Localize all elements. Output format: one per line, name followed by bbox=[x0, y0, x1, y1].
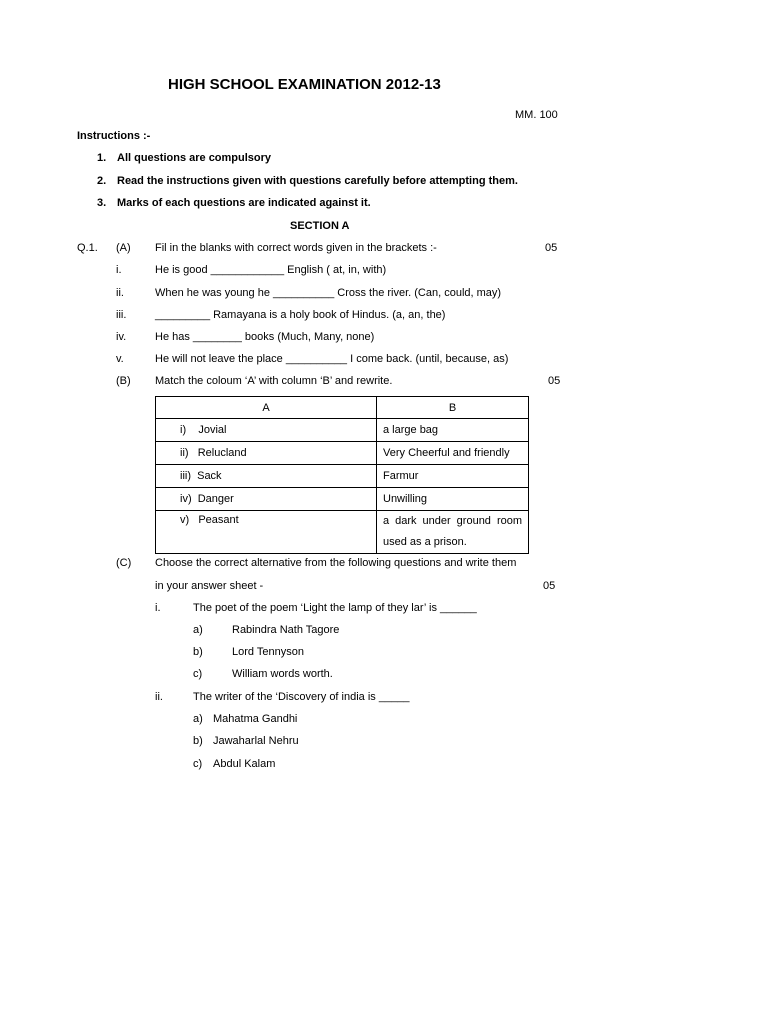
option-letter: c) bbox=[193, 668, 203, 680]
column-a-cell: iii) Sack bbox=[156, 465, 377, 488]
part-label: (C) bbox=[116, 557, 132, 569]
part-instruction: Fil in the blanks with correct words given in the brackets :- bbox=[155, 242, 437, 254]
part-instruction-line2: in your answer sheet - bbox=[155, 580, 264, 592]
column-b-header: B bbox=[377, 397, 529, 419]
question-number: Q.1. bbox=[77, 242, 98, 254]
column-a-cell: v) Peasant bbox=[156, 511, 377, 554]
option-text: Abdul Kalam bbox=[213, 758, 276, 770]
instruction-number: 2. bbox=[97, 175, 107, 187]
column-b-cell: Farmur bbox=[377, 465, 529, 488]
instruction-text: Read the instructions given with questions carefully before attempting them. bbox=[117, 175, 518, 187]
part-marks: 05 bbox=[548, 375, 561, 387]
part-marks: 05 bbox=[543, 580, 556, 592]
section-heading: SECTION A bbox=[290, 220, 350, 232]
part-label: (A) bbox=[116, 242, 131, 254]
column-a-cell: iv) Danger bbox=[156, 488, 377, 511]
option-letter: b) bbox=[193, 646, 203, 658]
table-row bbox=[156, 488, 529, 511]
column-a-cell: ii) Relucland bbox=[156, 442, 377, 465]
table-row bbox=[156, 511, 529, 554]
column-b-cell: a dark under ground room used as a prison. bbox=[377, 511, 529, 554]
column-a-header: A bbox=[156, 397, 377, 419]
part-marks: 05 bbox=[545, 242, 558, 254]
option-text: William words worth. bbox=[232, 668, 333, 680]
option-letter: b) bbox=[193, 735, 203, 747]
option-letter: a) bbox=[193, 624, 203, 636]
instructions-label: Instructions :- bbox=[77, 130, 151, 142]
item-number: iv. bbox=[116, 331, 127, 343]
max-marks: MM. 100 bbox=[515, 109, 558, 121]
item-text: When he was young he __________ Cross the river. (Can, could, may) bbox=[155, 287, 502, 299]
item-number: ii. bbox=[116, 287, 124, 299]
mcq-question: The poet of the poem ‘Light the lamp of they lar’ is ______ bbox=[193, 602, 477, 614]
part-instruction: Match the coloum ‘A’ with column ‘B’ and rewrite. bbox=[155, 375, 393, 387]
mcq-question: The writer of the ‘Discovery of india is _____ bbox=[193, 691, 410, 703]
match-table bbox=[155, 396, 529, 554]
page-title: HIGH SCHOOL EXAMINATION 2012-13 bbox=[168, 76, 441, 93]
item-number: v. bbox=[116, 353, 124, 365]
table-row bbox=[156, 419, 529, 442]
item-number: i. bbox=[116, 264, 122, 276]
part-label: (B) bbox=[116, 375, 131, 387]
option-text: Jawaharlal Nehru bbox=[213, 735, 299, 747]
column-b-cell: Very Cheerful and friendly bbox=[377, 442, 529, 465]
option-letter: a) bbox=[193, 713, 203, 725]
option-text: Mahatma Gandhi bbox=[213, 713, 298, 725]
column-b-cell: a large bag bbox=[377, 419, 529, 442]
item-text: He is good ____________ English ( at, in, with) bbox=[155, 264, 387, 276]
column-b-cell: Unwilling bbox=[377, 488, 529, 511]
instruction-number: 1. bbox=[97, 152, 107, 164]
instruction-number: 3. bbox=[97, 197, 107, 209]
item-number: iii. bbox=[116, 309, 127, 321]
option-text: Lord Tennyson bbox=[232, 646, 304, 658]
item-text: _________ Ramayana is a holy book of Hindus. (a, an, the) bbox=[155, 309, 446, 321]
part-instruction-line1: Choose the correct alternative from the following questions and write them bbox=[155, 557, 517, 569]
item-text: He has ________ books (Much, Many, none) bbox=[155, 331, 375, 343]
instruction-text: All questions are compulsory bbox=[117, 152, 272, 164]
option-letter: c) bbox=[193, 758, 203, 770]
mcq-number: ii. bbox=[155, 691, 163, 703]
option-text: Rabindra Nath Tagore bbox=[232, 624, 340, 636]
table-row bbox=[156, 442, 529, 465]
column-a-cell: i) Jovial bbox=[156, 419, 377, 442]
item-text: He will not leave the place __________ I come back. (until, because, as) bbox=[155, 353, 509, 365]
mcq-number: i. bbox=[155, 602, 161, 614]
instruction-text: Marks of each questions are indicated against it. bbox=[117, 197, 371, 209]
table-header-row bbox=[156, 397, 529, 419]
table-row bbox=[156, 465, 529, 488]
